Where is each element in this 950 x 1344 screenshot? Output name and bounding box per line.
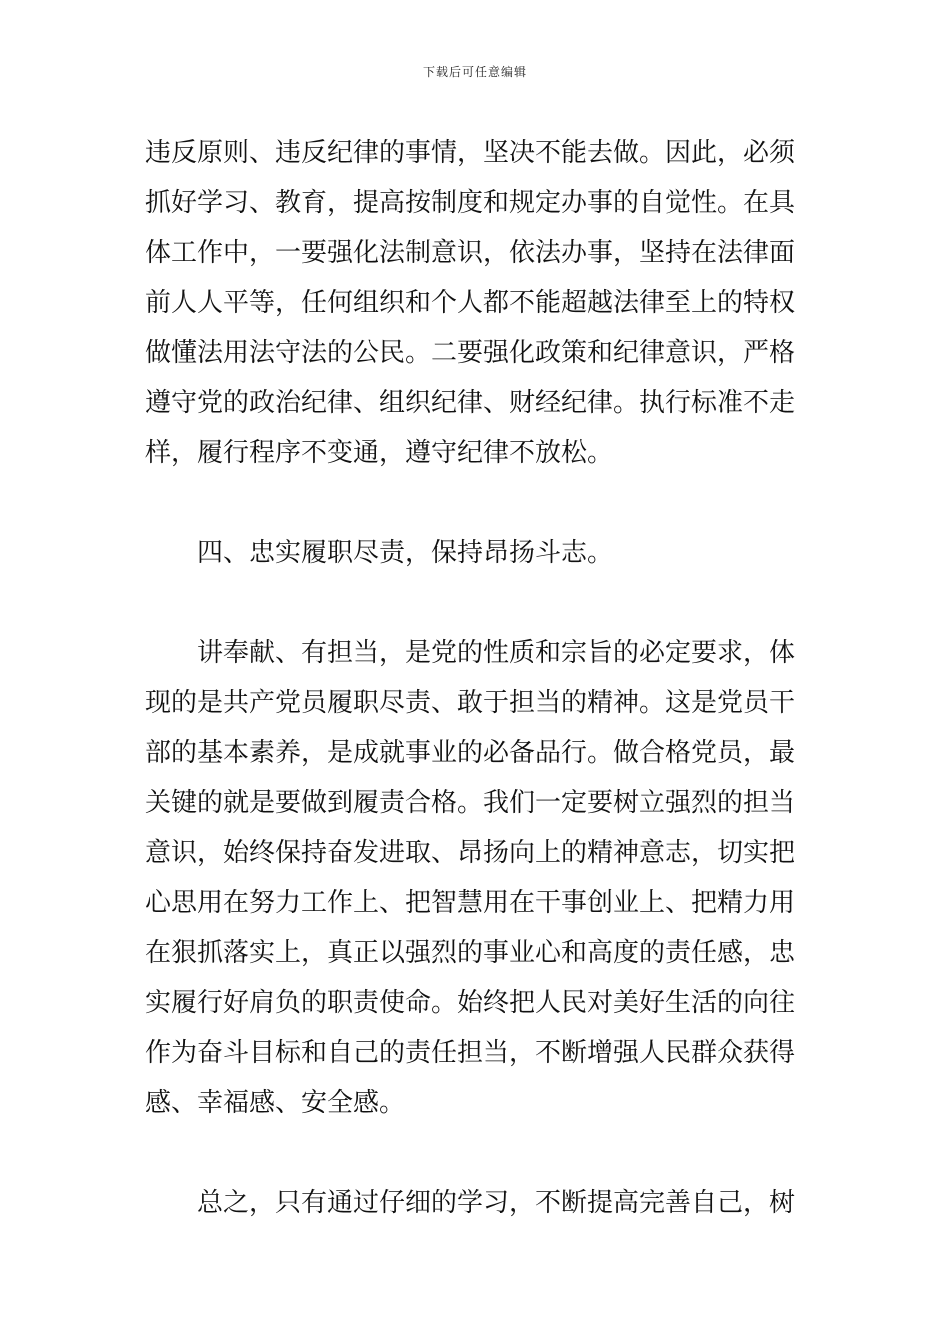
paragraph-3-line-8: 实履行好肩负的职责使命。始终把人民对美好生活的向往 xyxy=(145,988,796,1018)
paragraph-3-line-1: 讲奉献、有担当，是党的性质和宗旨的必定要求，体 xyxy=(197,638,796,668)
paragraph-3-line-7: 在狠抓落实上，真正以强烈的事业心和高度的责任感，忠 xyxy=(145,938,796,968)
paragraph-1-line-7: 样，履行程序不变通，遵守纪律不放松。 xyxy=(145,438,614,468)
paragraph-spacer xyxy=(145,478,815,528)
paragraph-1-line-4: 前人人平等，任何组织和个人都不能超越法律至上的特权 xyxy=(145,288,796,318)
paragraph-3-line-5: 意识，始终保持奋发进取、昂扬向上的精神意志，切实把 xyxy=(145,838,796,868)
paragraph-1-line-5: 做懂法用法守法的公民。二要强化政策和纪律意识，严格 xyxy=(145,338,796,368)
paragraph-spacer xyxy=(145,578,815,628)
paragraph-1-line-3: 体工作中，一要强化法制意识，依法办事，坚持在法律面 xyxy=(145,238,796,268)
paragraph-1-line-6: 遵守党的政治纪律、组织纪律、财经纪律。执行标准不走 xyxy=(145,388,796,418)
section-heading: 四、忠实履职尽责，保持昂扬斗志。 xyxy=(197,538,614,568)
paragraph-3-line-3: 部的基本素养，是成就事业的必备品行。做合格党员，最 xyxy=(145,738,796,768)
paragraph-3-line-10: 感、幸福感、安全感。 xyxy=(145,1088,406,1118)
document-body xyxy=(145,128,815,1228)
paragraph-3-line-9: 作为奋斗目标和自己的责任担当，不断增强人民群众获得 xyxy=(145,1038,796,1068)
paragraph-4-line-1: 总之，只有通过仔细的学习，不断提高完善自己，树 xyxy=(197,1188,796,1218)
page-header: 下载后可任意编辑 xyxy=(422,65,527,79)
paragraph-1-line-2: 抓好学习、教育，提高按制度和规定办事的自觉性。在具 xyxy=(145,188,796,218)
paragraph-3-line-6: 心思用在努力工作上、把智慧用在干事创业上、把精力用 xyxy=(145,888,796,918)
paragraph-spacer xyxy=(145,1128,815,1178)
paragraph-3-line-4: 关键的就是要做到履责合格。我们一定要树立强烈的担当 xyxy=(145,788,796,818)
paragraph-1-line-1: 违反原则、违反纪律的事情，坚决不能去做。因此，必须 xyxy=(145,138,796,168)
paragraph-3-line-2: 现的是共产党员履职尽责、敢于担当的精神。这是党员干 xyxy=(145,688,796,718)
